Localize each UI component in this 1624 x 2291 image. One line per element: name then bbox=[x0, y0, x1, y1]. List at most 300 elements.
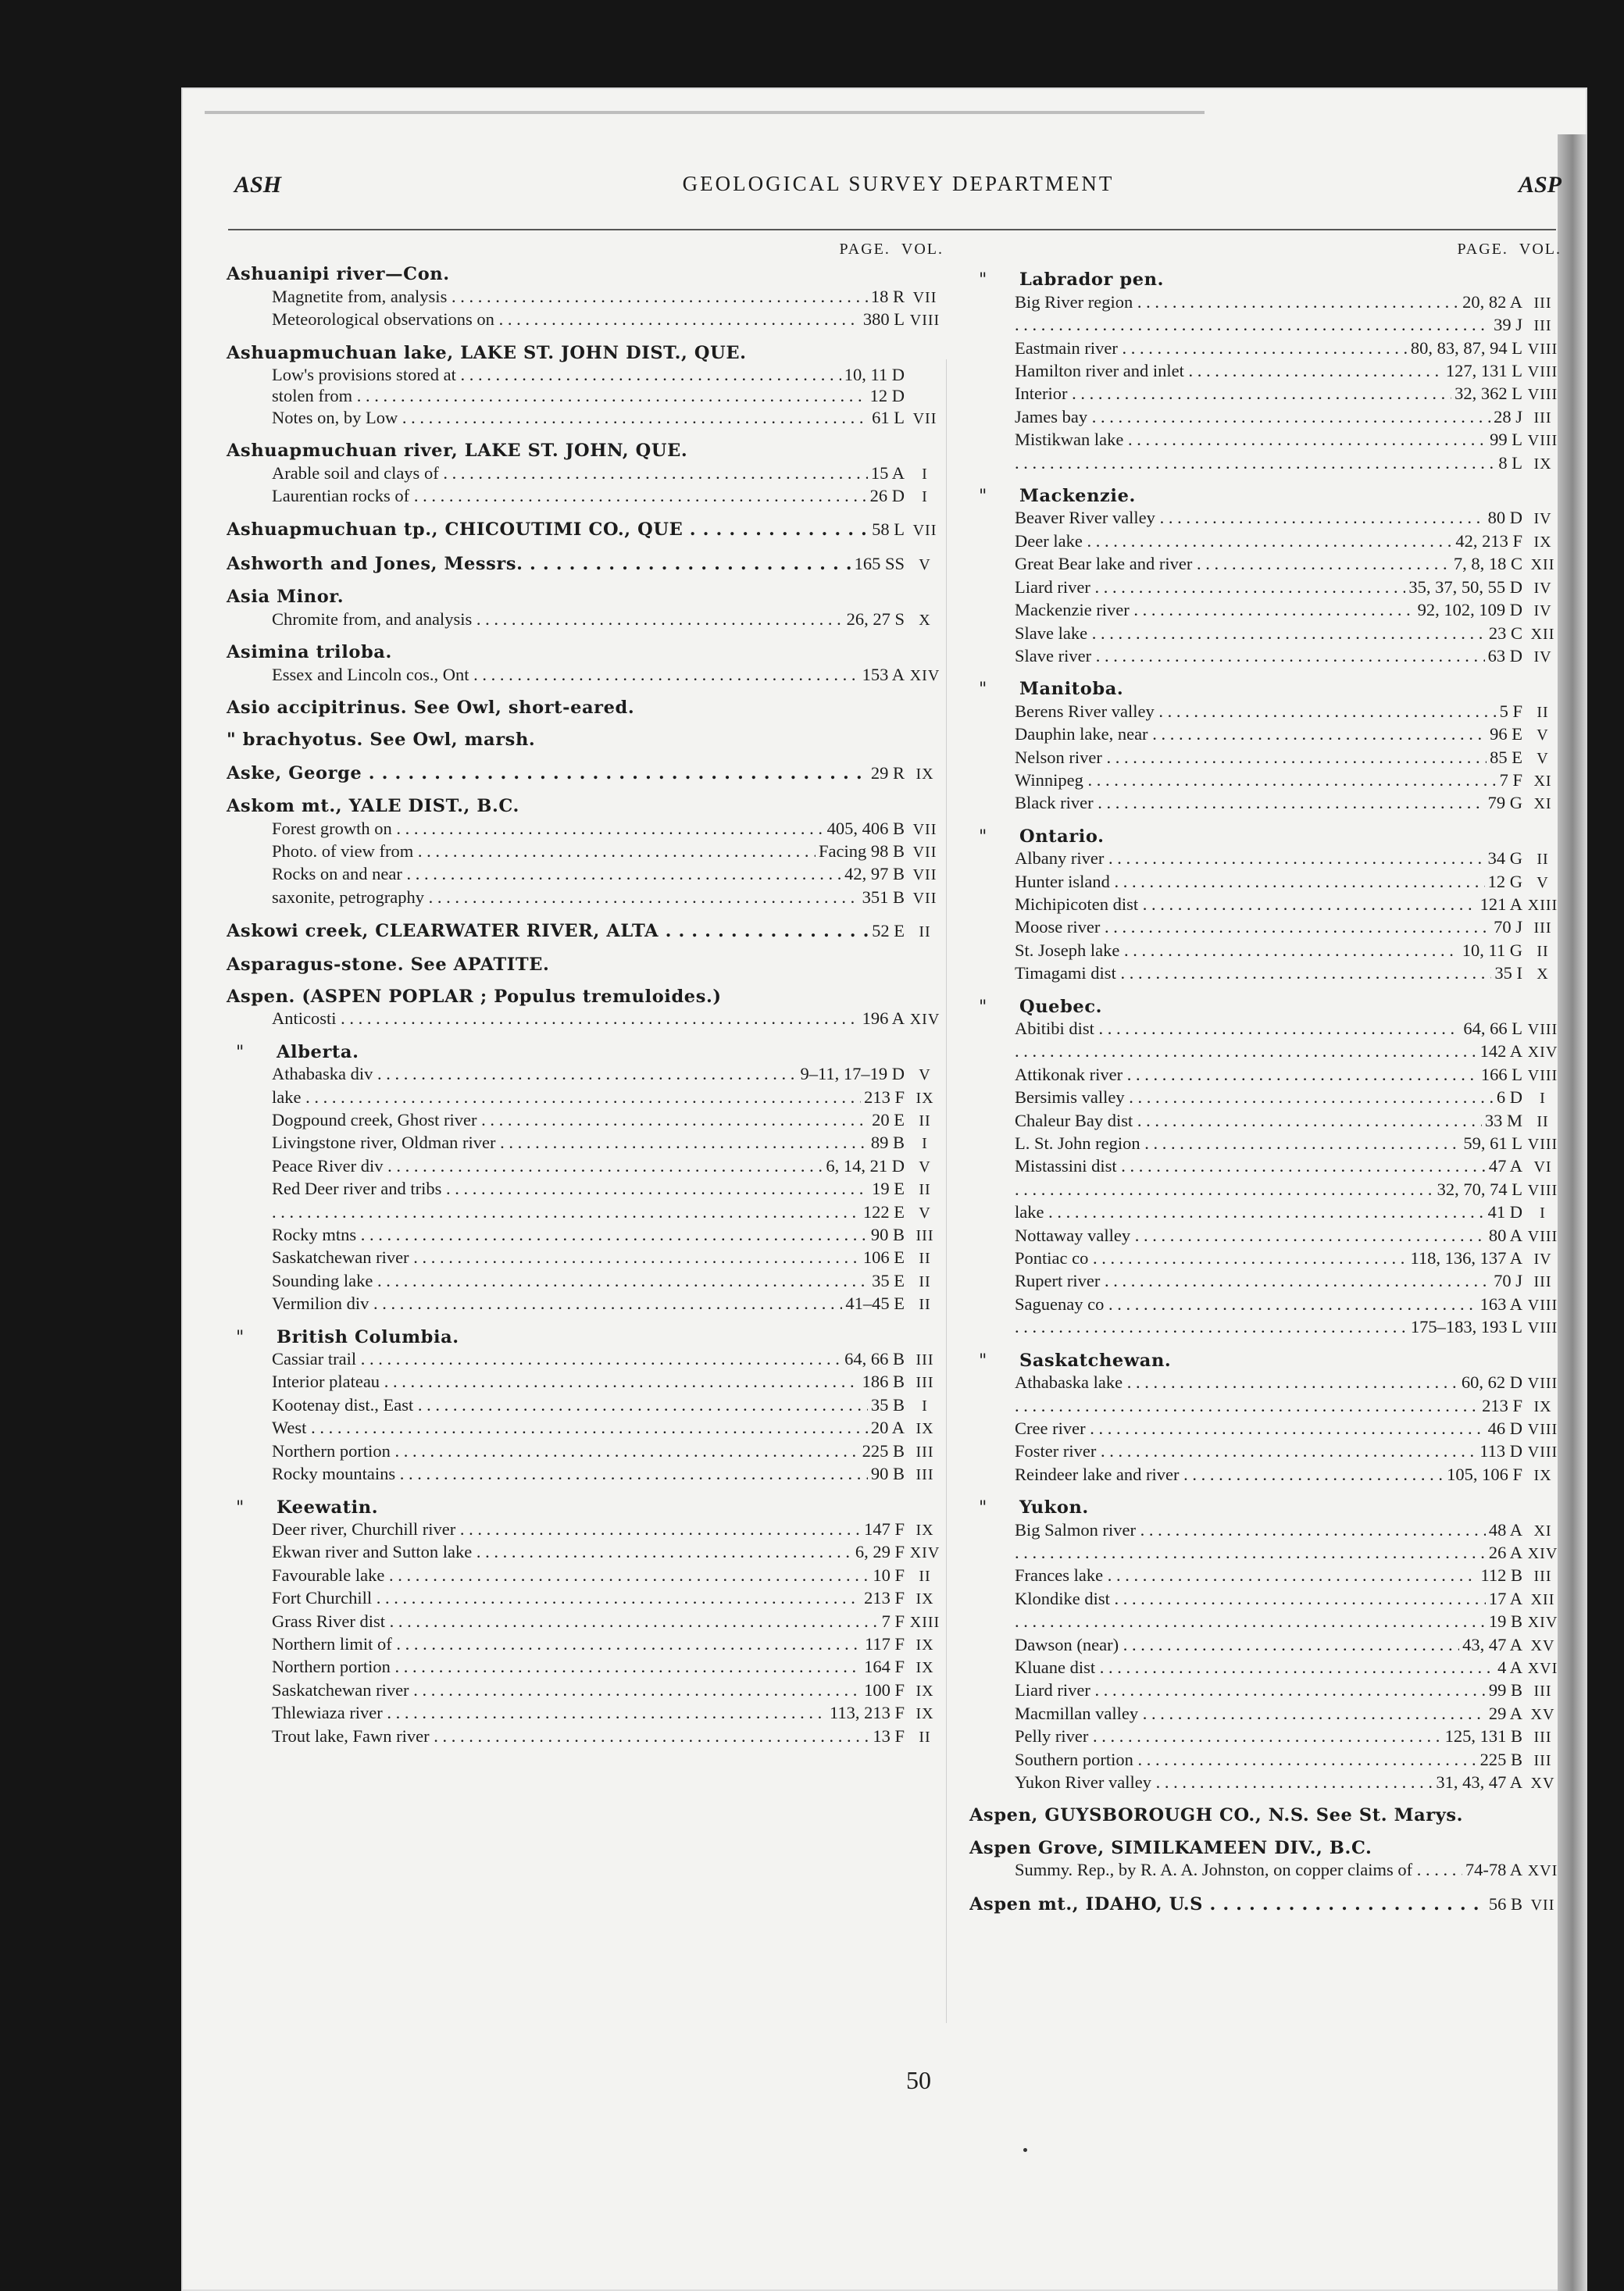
page-ref: 12 G bbox=[1487, 871, 1522, 891]
index-entry bbox=[227, 587, 945, 631]
subsection-title: Labrador pen. bbox=[1019, 269, 1165, 291]
subsection-heading bbox=[227, 1042, 945, 1063]
page-ref: 117 F bbox=[864, 1633, 905, 1654]
entry-text: Albany river . . . bbox=[1015, 848, 1485, 869]
entry-line bbox=[227, 1109, 945, 1132]
page-ref: 47 A bbox=[1488, 1156, 1522, 1176]
volume-ref: XIV bbox=[1527, 1544, 1558, 1562]
entry-line bbox=[227, 1371, 945, 1394]
volume-ref: IV bbox=[1533, 1251, 1552, 1269]
volume-ref: VIII bbox=[1527, 1227, 1558, 1245]
index-entry bbox=[969, 1351, 1563, 1486]
entry-line bbox=[969, 1155, 1563, 1178]
page-ref: 380 L bbox=[862, 309, 905, 330]
volume-ref: XIII bbox=[1527, 896, 1558, 914]
page-ref: 153 A bbox=[862, 664, 905, 684]
volume-ref: II bbox=[919, 1112, 931, 1129]
subsection-heading bbox=[969, 679, 1563, 700]
entry-line bbox=[227, 553, 945, 576]
header-rule bbox=[228, 229, 1556, 230]
entry-line bbox=[227, 1155, 945, 1178]
page-ref: 99 B bbox=[1488, 1680, 1522, 1700]
page-ref: 213 F bbox=[1482, 1395, 1522, 1415]
entry-text: Red Deer river and tribs . . . bbox=[272, 1178, 869, 1199]
entry-text: Saguenay co . . . bbox=[1015, 1294, 1477, 1315]
volume-ref: I bbox=[922, 465, 928, 483]
entry-line bbox=[969, 871, 1563, 894]
subsection-heading bbox=[969, 486, 1563, 507]
subsection-heading bbox=[227, 1497, 945, 1518]
volume-ref: III bbox=[1533, 919, 1552, 937]
page-ref: 19 B bbox=[1488, 1611, 1522, 1632]
entry-text: Yukon River valley . . . bbox=[1015, 1772, 1433, 1793]
entry-line bbox=[227, 1201, 945, 1224]
ditto-mark: " bbox=[979, 826, 987, 847]
entry-line bbox=[969, 792, 1563, 815]
entry-text: Northern limit of . . . bbox=[272, 1633, 862, 1654]
entry-line bbox=[227, 1541, 945, 1564]
volume-ref: I bbox=[1540, 1090, 1546, 1108]
entry-line bbox=[969, 360, 1563, 383]
volume-ref: III bbox=[1533, 1683, 1552, 1700]
entry-text: Hunter island . . . bbox=[1015, 871, 1485, 892]
volume-ref: XIV bbox=[909, 666, 940, 684]
page-ref: 26 D bbox=[869, 486, 905, 506]
entry-line bbox=[227, 1293, 945, 1315]
ditto-mark: " bbox=[979, 679, 987, 700]
entry-headword: Asio accipitrinus. See Owl, short-eared. bbox=[227, 697, 635, 718]
ditto-mark: " bbox=[236, 1326, 244, 1347]
index-entry bbox=[227, 1497, 945, 1748]
column-divider bbox=[946, 359, 947, 2023]
entry-text: Trout lake, Fawn river . . . bbox=[272, 1725, 869, 1747]
entry-text: Athabaska lake . . . bbox=[1015, 1372, 1458, 1393]
entry-text: Mistassini dist . . . bbox=[1015, 1155, 1486, 1176]
volume-ref: III bbox=[1533, 1273, 1552, 1291]
entry-headword: Asparagus-stone. See APATITE. bbox=[227, 954, 550, 975]
entry-line bbox=[969, 507, 1563, 530]
page-ref: 85 E bbox=[1490, 747, 1522, 767]
volume-ref: III bbox=[1533, 294, 1552, 312]
volume-ref: II bbox=[919, 1272, 931, 1290]
vol-col-label: VOL. bbox=[901, 241, 944, 258]
page-ref: 34 G bbox=[1487, 848, 1522, 869]
entry-line bbox=[969, 314, 1563, 337]
page-ref: 6 D bbox=[1496, 1087, 1522, 1108]
entry-text: Slave lake . . . bbox=[1015, 623, 1486, 644]
volume-ref: VII bbox=[1530, 1896, 1555, 1914]
entry-text: Grass River dist . . . bbox=[272, 1611, 879, 1632]
page-ref: 90 B bbox=[870, 1225, 905, 1245]
entry-text: Magnetite from, analysis . . . bbox=[272, 286, 868, 307]
entry-headword: Ashuapmuchuan river, LAKE ST. JOHN, QUE. bbox=[227, 441, 688, 462]
page-ref: 23 C bbox=[1488, 623, 1522, 643]
entry-line bbox=[969, 1679, 1563, 1702]
entry-line bbox=[227, 385, 945, 406]
entry-text: Rocky mountains . . . bbox=[272, 1463, 868, 1484]
entry-line bbox=[227, 920, 945, 943]
subsection-title: Yukon. bbox=[1019, 1497, 1089, 1518]
entry-line bbox=[969, 1201, 1563, 1224]
entry-line bbox=[227, 1008, 945, 1030]
volume-ref: VII bbox=[912, 288, 937, 306]
volume-ref: XV bbox=[1530, 1636, 1555, 1654]
index-entry bbox=[227, 920, 945, 943]
entry-text: L. St. John region . . . bbox=[1015, 1133, 1460, 1154]
volume-ref: II bbox=[1537, 703, 1549, 721]
entry-line bbox=[969, 962, 1563, 985]
entry-text: Kootenay dist., East . . . bbox=[272, 1394, 868, 1415]
volume-ref: VIII bbox=[1527, 1066, 1558, 1084]
page-ref: 405, 406 B bbox=[826, 818, 905, 838]
entry-line bbox=[969, 1611, 1563, 1633]
entry-text: Forest growth on . . . bbox=[272, 818, 824, 839]
volume-ref: V bbox=[1537, 873, 1549, 891]
running-head-left: ASH bbox=[234, 172, 282, 198]
subsection-heading bbox=[227, 1327, 945, 1348]
entry-text: Athabaska div . . . bbox=[272, 1063, 797, 1084]
page-ref: 63 D bbox=[1487, 645, 1522, 666]
volume-ref: I bbox=[922, 1397, 928, 1415]
page-ref: 74-78 A bbox=[1465, 1860, 1522, 1880]
entry-text: Big River region . . . bbox=[1015, 291, 1459, 312]
entry-headword: Aske, George . . . bbox=[227, 763, 868, 784]
entry-line bbox=[969, 1395, 1563, 1418]
page-ref: 19 E bbox=[872, 1179, 905, 1199]
entry-text: Attikonak river . . . bbox=[1015, 1064, 1478, 1085]
subsection-heading bbox=[969, 269, 1563, 291]
entry-text: Rocky mtns . . . bbox=[272, 1224, 868, 1245]
page-ref: 20 E bbox=[872, 1110, 905, 1129]
subsection-title: Manitoba. bbox=[1019, 679, 1124, 700]
volume-ref: VII bbox=[912, 843, 937, 861]
volume-ref: VIII bbox=[909, 312, 940, 330]
volume-ref: VIII bbox=[1527, 432, 1558, 450]
entry-headword: Aspen, GUYSBOROUGH CO., N.S. See St. Marys. bbox=[969, 1805, 1464, 1826]
entry-text: Northern portion . . . bbox=[272, 1440, 859, 1461]
entry-text: Mackenzie river . . . bbox=[1015, 599, 1415, 620]
entry-line bbox=[969, 1270, 1563, 1293]
entry-line bbox=[227, 1679, 945, 1702]
page-ref: 125, 131 B bbox=[1444, 1726, 1522, 1747]
index-entry bbox=[227, 1327, 945, 1486]
entry-text: Low's provisions stored at . . . bbox=[272, 364, 841, 385]
index-column-right bbox=[969, 239, 1563, 1916]
entry-line bbox=[969, 1418, 1563, 1440]
entry-line bbox=[227, 1611, 945, 1633]
entry-line bbox=[227, 1417, 945, 1440]
page-ref: 35 B bbox=[870, 1394, 905, 1415]
volume-ref: III bbox=[916, 1351, 934, 1369]
volume-ref: XVI bbox=[1527, 1862, 1558, 1880]
page-ref: Facing 98 B bbox=[819, 840, 905, 861]
entry-headword: Asia Minor. bbox=[227, 587, 344, 608]
page-ref: 35 E bbox=[872, 1270, 905, 1290]
entry-text: Beaver River valley . . . bbox=[1015, 507, 1485, 528]
volume-ref: II bbox=[919, 1567, 931, 1585]
entry-line bbox=[969, 337, 1563, 360]
entry-headword: " brachyotus. See Owl, marsh. bbox=[227, 730, 536, 751]
entry-text: Winnipeg . . . bbox=[1015, 769, 1497, 790]
entry-headword: Ashuapmuchuan lake, LAKE ST. JOHN DIST., QUE. bbox=[227, 342, 747, 363]
vol-col-label: VOL. bbox=[1519, 241, 1562, 258]
page-ref: 15 A bbox=[870, 462, 905, 483]
entry-text bbox=[1015, 314, 1490, 335]
volume-ref: VII bbox=[912, 409, 937, 427]
page-ref: 5 F bbox=[1499, 701, 1522, 721]
page-ref: 89 B bbox=[870, 1133, 905, 1153]
entry-text: Berens River valley . . . bbox=[1015, 701, 1497, 722]
volume-ref: XIII bbox=[909, 1613, 940, 1631]
entry-line bbox=[227, 519, 945, 541]
index-column-left bbox=[227, 239, 945, 1748]
entry-text: Rocks on and near . . . bbox=[272, 863, 841, 884]
entry-text: Dawson (near) . . . bbox=[1015, 1634, 1459, 1655]
entry-line bbox=[969, 291, 1563, 314]
ditto-mark: " bbox=[236, 1497, 244, 1518]
entry-line bbox=[969, 723, 1563, 746]
volume-ref: IX bbox=[916, 765, 934, 783]
volume-ref: IX bbox=[916, 1659, 934, 1677]
entry-line bbox=[227, 407, 945, 430]
volume-ref: III bbox=[916, 1227, 934, 1245]
entry-text: Southern portion . . . bbox=[1015, 1749, 1477, 1770]
index-entry bbox=[969, 679, 1563, 815]
entry-text: Pelly river . . . bbox=[1015, 1725, 1442, 1747]
volume-ref: IX bbox=[1533, 1397, 1552, 1415]
entry-text bbox=[1015, 1040, 1477, 1062]
page-ref: 7 F bbox=[1499, 769, 1522, 790]
page-ref: 10, 11 D bbox=[844, 365, 905, 385]
index-entry bbox=[227, 1042, 945, 1316]
running-head-title: GEOLOGICAL SURVEY DEPARTMENT bbox=[682, 172, 1115, 195]
volume-ref: VII bbox=[912, 866, 937, 884]
page-ref: 10 F bbox=[873, 1565, 905, 1585]
entry-text: Essex and Lincoln cos., Ont . . . bbox=[272, 664, 859, 685]
page-ref: 351 B bbox=[862, 887, 905, 907]
entry-line bbox=[969, 530, 1563, 553]
page-ref: 17 A bbox=[1488, 1588, 1522, 1608]
entry-headword: Ashuapmuchuan tp., CHICOUTIMI CO., QUE . . . bbox=[227, 519, 869, 541]
volume-ref: IX bbox=[1533, 533, 1552, 551]
volume-ref: VIII bbox=[1527, 340, 1558, 358]
index-entry bbox=[969, 1805, 1563, 1826]
volume-ref: VII bbox=[912, 889, 937, 907]
page-ref: 127, 131 L bbox=[1445, 361, 1522, 381]
entry-line bbox=[969, 1225, 1563, 1247]
entry-line bbox=[227, 1063, 945, 1086]
entry-text: Summy. Rep., by R. A. A. Johnston, on copper claims of . . . bbox=[1015, 1859, 1462, 1880]
page-ref: 225 B bbox=[862, 1440, 905, 1461]
entry-text: Liard river . . . bbox=[1015, 1679, 1486, 1700]
index-entry bbox=[227, 441, 945, 508]
entry-line bbox=[969, 406, 1563, 429]
volume-ref: VIII bbox=[1527, 1420, 1558, 1438]
volume-ref: II bbox=[1537, 1112, 1549, 1130]
entry-text: Chromite from, and analysis . . . bbox=[272, 608, 844, 630]
volume-ref: III bbox=[1533, 409, 1552, 426]
entry-line bbox=[227, 1348, 945, 1371]
volume-ref: IX bbox=[916, 1636, 934, 1654]
volume-ref: XIV bbox=[1527, 1614, 1558, 1632]
page-ref: 26, 27 S bbox=[846, 608, 905, 629]
entry-text: Macmillan valley . . . bbox=[1015, 1703, 1486, 1724]
page-ref: 163 A bbox=[1479, 1294, 1522, 1314]
page-number: 50 bbox=[906, 2066, 931, 2094]
entry-text: Photo. of view from . . . bbox=[272, 840, 816, 862]
entry-headword: Askom mt., YALE DIST., B.C. bbox=[227, 796, 519, 817]
entry-text: Nelson river . . . bbox=[1015, 747, 1487, 768]
entry-line bbox=[227, 1178, 945, 1201]
entry-line bbox=[969, 894, 1563, 916]
running-head-right: ASP bbox=[1518, 172, 1562, 198]
entry-line bbox=[969, 1634, 1563, 1657]
entry-line bbox=[969, 1725, 1563, 1748]
volume-ref: IX bbox=[916, 1420, 934, 1438]
index-entry bbox=[227, 796, 945, 909]
entry-line bbox=[227, 1394, 945, 1417]
page-ref: 165 SS bbox=[854, 553, 905, 573]
ditto-mark: " bbox=[979, 486, 987, 507]
entry-line bbox=[969, 645, 1563, 668]
page-ref: 70 J bbox=[1494, 1271, 1522, 1291]
volume-ref: XI bbox=[1533, 795, 1552, 813]
volume-ref: XIV bbox=[909, 1011, 940, 1029]
entry-text: Pontiac co . . . bbox=[1015, 1247, 1407, 1269]
index-entry bbox=[227, 343, 945, 430]
index-entry bbox=[227, 987, 945, 1031]
page-ref: 64, 66 L bbox=[1463, 1019, 1522, 1038]
entry-line bbox=[969, 1703, 1563, 1725]
entry-line bbox=[969, 1657, 1563, 1679]
entry-text: Deer river, Churchill river . . . bbox=[272, 1518, 861, 1540]
volume-ref: XII bbox=[1530, 1590, 1555, 1608]
entry-line bbox=[227, 1656, 945, 1679]
page-ref: 59, 61 L bbox=[1463, 1133, 1522, 1154]
entry-text: Abitibi dist . . . bbox=[1015, 1018, 1460, 1039]
page-ref: 32, 362 L bbox=[1454, 384, 1522, 404]
volume-ref: VIII bbox=[1527, 1296, 1558, 1314]
entry-line bbox=[227, 485, 945, 508]
entry-headword: Askowi creek, CLEARWATER RIVER, ALTA . . . bbox=[227, 921, 869, 942]
entry-line bbox=[227, 887, 945, 909]
volume-ref: II bbox=[919, 1296, 931, 1314]
page-ref: 99 L bbox=[1490, 430, 1522, 450]
volume-ref: IX bbox=[916, 1521, 934, 1539]
entry-text bbox=[272, 1201, 860, 1222]
entry-line bbox=[969, 1464, 1563, 1486]
entry-line bbox=[227, 1633, 945, 1656]
page-ref: 12 D bbox=[869, 386, 905, 406]
entry-line bbox=[969, 1247, 1563, 1270]
ditto-mark: " bbox=[979, 996, 987, 1017]
entry-line bbox=[969, 1588, 1563, 1611]
page-ref: 92, 102, 109 D bbox=[1417, 600, 1522, 620]
page-ref: 80 A bbox=[1488, 1225, 1522, 1245]
volume-ref: VII bbox=[912, 522, 937, 540]
volume-ref: VIII bbox=[1527, 1319, 1558, 1337]
entry-line bbox=[969, 576, 1563, 599]
entry-text: Vermilion div . . . bbox=[272, 1293, 842, 1314]
entry-text: Saskatchewan river . . . bbox=[272, 1679, 861, 1700]
entry-text: Klondike dist . . . bbox=[1015, 1588, 1486, 1609]
entry-line bbox=[969, 1294, 1563, 1316]
entry-line bbox=[227, 1440, 945, 1463]
entry-line bbox=[969, 429, 1563, 451]
page-ref: 121 A bbox=[1479, 894, 1522, 914]
page-ref: 39 J bbox=[1494, 315, 1522, 335]
page-top-rule bbox=[205, 111, 1205, 114]
entry-line bbox=[227, 1565, 945, 1587]
page-ref: 175–183, 193 L bbox=[1410, 1317, 1522, 1337]
page-ref: 147 F bbox=[864, 1518, 905, 1539]
entry-text: Arable soil and clays of . . . bbox=[272, 462, 868, 484]
entry-text: Fort Churchill . . . bbox=[272, 1587, 861, 1608]
page-ref: 70 J bbox=[1494, 917, 1522, 937]
subsection-title: Mackenzie. bbox=[1019, 486, 1136, 507]
subsection-title: Ontario. bbox=[1019, 826, 1105, 847]
page-ref: 20 A bbox=[870, 1418, 905, 1438]
page-ref: 113, 213 F bbox=[829, 1703, 905, 1723]
index-entry bbox=[227, 642, 945, 687]
page-ref: 118, 136, 137 A bbox=[1410, 1248, 1522, 1269]
volume-ref: VIII bbox=[1527, 1021, 1558, 1038]
page-ref: 52 E bbox=[872, 921, 905, 941]
index-entry bbox=[227, 264, 945, 331]
volume-ref: IX bbox=[1533, 1466, 1552, 1484]
page-ref: 32, 70, 74 L bbox=[1437, 1179, 1522, 1199]
ditto-mark: " bbox=[979, 1497, 987, 1518]
volume-ref: VII bbox=[912, 820, 937, 838]
entry-line bbox=[969, 1040, 1563, 1063]
volume-ref: III bbox=[1533, 1751, 1552, 1769]
page-col-label: PAGE. bbox=[1457, 241, 1508, 258]
volume-ref: XIV bbox=[909, 1544, 940, 1562]
entry-text: Cassiar trail . . . bbox=[272, 1348, 841, 1369]
entry-text: Black river . . . bbox=[1015, 792, 1485, 813]
volume-ref: VIII bbox=[1527, 386, 1558, 404]
page-ref: 56 B bbox=[1488, 1893, 1522, 1914]
entry-line bbox=[227, 664, 945, 687]
page-ref: 29 A bbox=[1488, 1703, 1522, 1723]
entry-headword: Aspen. (ASPEN POPLAR ; Populus tremuloides.) bbox=[227, 986, 722, 1007]
index-entry bbox=[969, 486, 1563, 668]
entry-text: Northern portion . . . bbox=[272, 1656, 861, 1677]
volume-ref: X bbox=[1537, 965, 1549, 983]
page-ref: 13 F bbox=[873, 1725, 905, 1746]
index-entry bbox=[969, 1497, 1563, 1794]
entry-text: Ekwan river and Sutton lake . . . bbox=[272, 1541, 852, 1562]
volume-ref: III bbox=[916, 1466, 934, 1484]
page-ref: 46 D bbox=[1487, 1418, 1522, 1438]
volume-ref: I bbox=[922, 1135, 928, 1153]
ditto-mark: " bbox=[979, 1350, 987, 1371]
entry-text: Saskatchewan river . . . bbox=[272, 1247, 860, 1268]
page-ref: 122 E bbox=[862, 1201, 905, 1222]
page-ref: 164 F bbox=[864, 1657, 905, 1677]
volume-ref: IV bbox=[1533, 579, 1552, 597]
entry-line bbox=[227, 762, 945, 785]
page-ref: 105, 106 F bbox=[1447, 1464, 1522, 1484]
page-ref: 80 D bbox=[1487, 508, 1522, 528]
entry-text: Livingstone river, Oldman river . . . bbox=[272, 1132, 868, 1153]
volume-ref: IX bbox=[1533, 455, 1552, 473]
subsection-title: Quebec. bbox=[1019, 996, 1103, 1017]
page-ref: 166 L bbox=[1480, 1064, 1522, 1084]
entry-line bbox=[969, 1542, 1563, 1565]
entry-text: Deer lake . . . bbox=[1015, 530, 1452, 551]
entry-text bbox=[1015, 1611, 1486, 1632]
